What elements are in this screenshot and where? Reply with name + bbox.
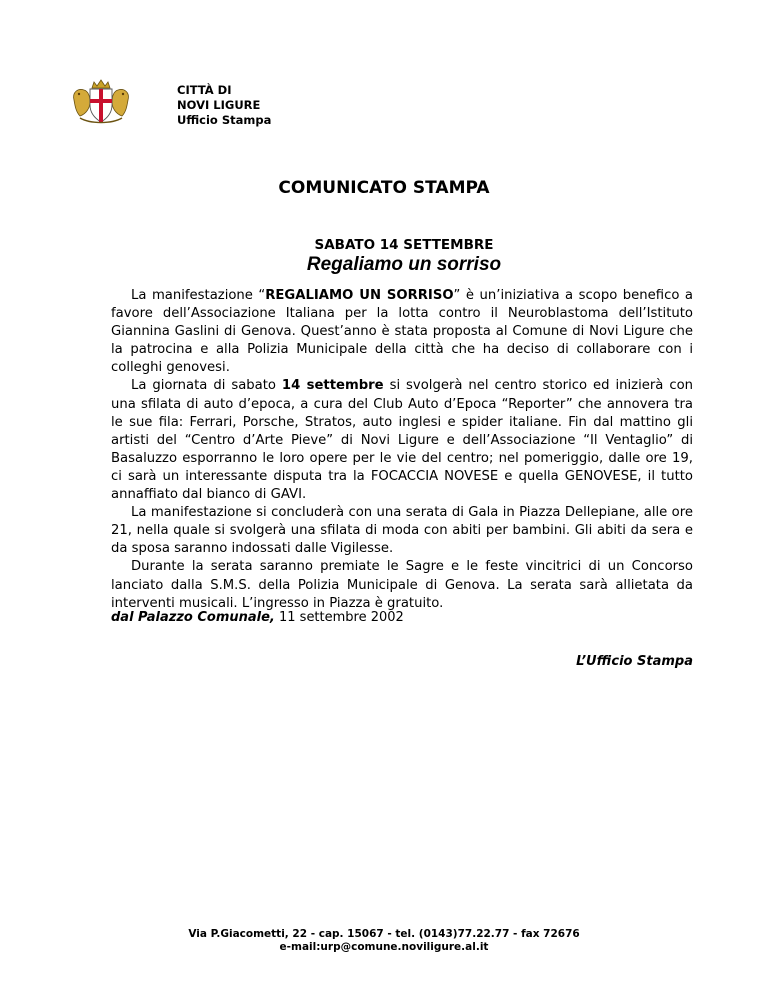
office-header	[177, 83, 271, 128]
footer-email: e-mail:urp@comune.noviligure.al.it	[279, 941, 489, 953]
signature: L’Ufficio Stampa	[576, 654, 693, 669]
paragraph-4: Durante la serata saranno premiate le Sagre e le feste vincitrici di un Concorso lanciato dalla S.M.S. della Polizia Municipale di Genova. La serata sarà allietata da interventi musicali. L’ingresso in Piazza è gratuito.	[111, 559, 693, 611]
office-line-town: NOVI LIGURE	[177, 98, 261, 112]
dateline-date: 11 settembre 2002	[274, 610, 404, 625]
dateline	[111, 610, 404, 625]
office-line-dept: Ufficio Stampa	[177, 113, 272, 127]
office-line-city: CITTÀ DI	[177, 83, 232, 97]
page-title: COMUNICATO STAMPA	[278, 178, 490, 198]
footer-address: Via P.Giacometti, 22 - cap. 15067 - tel. (0143)77.22.77 - fax 72676	[188, 928, 580, 940]
city-coat-of-arms-icon	[70, 78, 132, 126]
dateline-place: dal Palazzo Comunale,	[111, 610, 275, 625]
paragraph-3: La manifestazione si concluderà con una serata di Gala in Piazza Dellepiane, alle ore 21, nella quale si svolgerà una sfilata di moda con abiti per bambini. Gli abiti da sera e da sposa saranno indossati dalle Vigilesse.	[111, 505, 693, 557]
paragraph-2: La giornata di sabato 14 settembre si svolgerà nel centro storico ed inizierà con una sfilata di auto d’epoca, a cura del Club Auto d’Epoca “Reporter” che annovera tra le sue fila: Ferrari, Porsche, Stratos, auto inglesi e spider italiane. Fin dal mattino gli artisti del “Centro d’Arte Pieve” di Novi Ligure e dell’Associazione “Il Ventaglio” di Basaluzzo esporranno le loro opere per le vie del centro; nel pomeriggio, dalle ore 19, ci sarà un interessante disputa tra la FOCACCIA NOVESE e quella GENOVESE, il tutto annaffiato dal bianco di GAVI.	[111, 378, 693, 503]
press-release-body	[111, 287, 693, 613]
footer	[0, 928, 768, 954]
event-name: Regaliamo un sorriso	[306, 254, 502, 275]
event-date: SABATO 14 SETTEMBRE	[314, 237, 494, 253]
paragraph-1: La manifestazione “REGALIAMO UN SORRISO” è un’iniziativa a scopo benefico a favore dell’Associazione Italiana per la lotta contro il Neuroblastoma dell’Istituto Giannina Gaslini di Genova. Quest’anno è stata proposta al Comune di Novi Ligure che la patrocina e alla Polizia Municipale della città che ha deciso di collaborare con i colleghi genovesi.	[111, 288, 693, 376]
